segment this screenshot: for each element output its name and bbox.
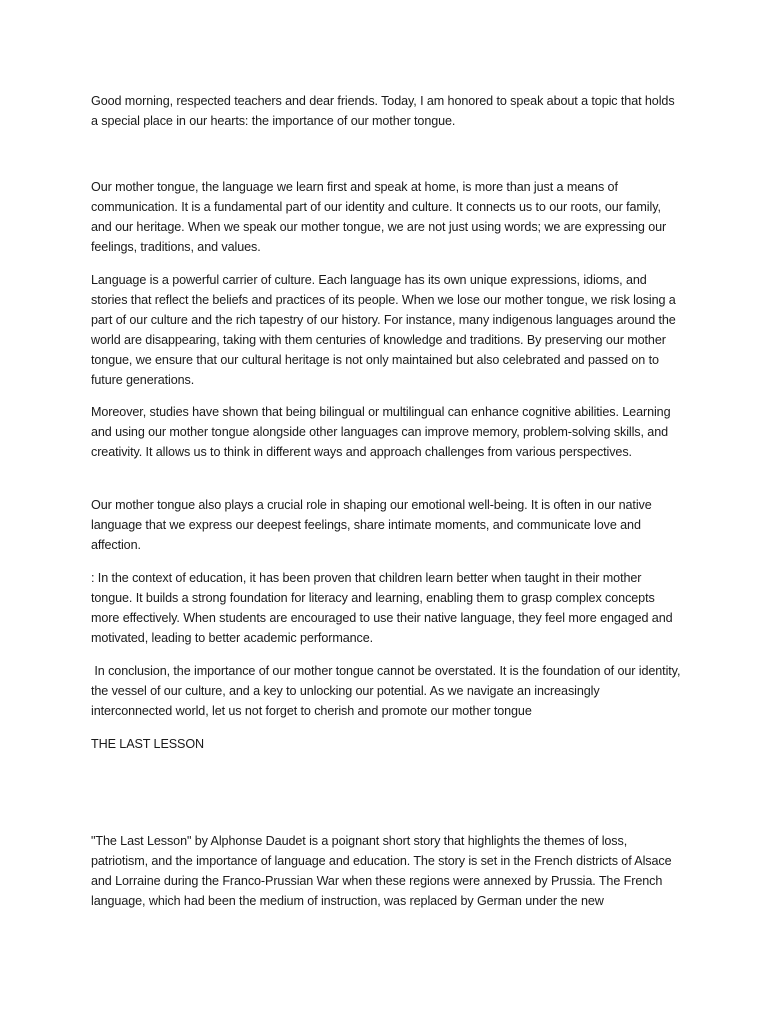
paragraph-greeting: Good morning, respected teachers and dear friends. Today, I am honored to speak about a topic that holds a special place in our hearts: the importance of our mother tongue. (91, 94, 675, 128)
paragraph-mother-tongue-identity: Our mother tongue, the language we learn first and speak at home, is more than just a means of communication. It is a fundamental part of our identity and culture. It connects us to our roots, our family, and our heritage. When we speak our mother tongue, we are not just using words; we are expressing our feelings, traditions, and values. (91, 180, 667, 254)
paragraph-conclusion: In conclusion, the importance of our mother tongue cannot be overstated. It is the foundation of our identity, the vessel of our culture, and a key to unlocking our potential. As we navigate an increasingly interconnected world, let us not forget to cherish and promote our mother tongue (91, 664, 684, 718)
paragraph-emotional-wellbeing: Our mother tongue also plays a crucial role in shaping our emotional well-being. It is often in our native language that we express our deepest feelings, share intimate moments, and communicate love and affection. (91, 498, 652, 552)
paragraph-education: : In the context of education, it has been proven that children learn better when taught in their mother tongue. It builds a strong foundation for literacy and learning, enabling them to grasp complex concepts more effectively. When students are encouraged to use their native language, they feel more engaged and motivated, leading to better academic performance. (91, 571, 673, 645)
paragraph-cognitive-abilities: Moreover, studies have shown that being bilingual or multilingual can enhance cognitive abilities. Learning and using our mother tongue alongside other languages can improve memory, problem-solving skills, and creativity. It allows us to think in different ways and approach challenges from various perspectives. (91, 405, 671, 459)
section-heading: THE LAST LESSON (91, 737, 205, 751)
paragraph-last-lesson: "The Last Lesson" by Alphonse Daudet is a poignant short story that highlights the themes of loss, patriotism, and the importance of language and education. The story is set in the French districts of Alsace and Lorraine during the Franco-Prussian War when these regions were annexed by Prussia. The French language, which had been the medium of instruction, was replaced by German under the new (91, 834, 672, 908)
paragraph-language-culture: Language is a powerful carrier of culture. Each language has its own unique expressions, idioms, and stories that reflect the beliefs and practices of its people. When we lose our mother tongue, we risk losing a part of our culture and the rich tapestry of our history. For instance, many indigenous languages around the world are disappearing, taking with them centuries of knowledge and traditions. By preserving our mother tongue, we ensure that our cultural heritage is not only maintained but also celebrated and passed on to future generations. (91, 273, 676, 387)
